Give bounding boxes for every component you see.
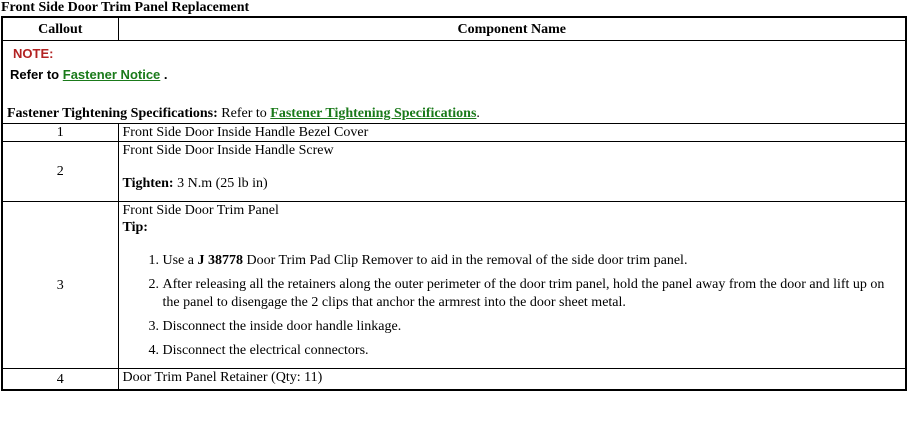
callout-cell: 2 xyxy=(2,142,118,202)
fastener-spec-prefix: Refer to xyxy=(221,106,267,121)
list-item xyxy=(163,252,902,270)
callout-header: Callout xyxy=(2,17,118,41)
list-item: 3. Disconnect the inside door handle linkage. xyxy=(163,318,902,336)
fastener-spec-label: Fastener Tightening Specifications: xyxy=(7,106,218,121)
tip-label: Tip: xyxy=(122,220,148,235)
component-cell: Door Trim Panel Retainer (Qty: 11) xyxy=(118,369,906,391)
page-title: Front Side Door Trim Panel Replacement xyxy=(1,0,250,15)
header-row xyxy=(2,17,906,41)
component-name: Front Side Door Trim Panel xyxy=(122,203,279,218)
list-item: 4. Disconnect the electrical connectors. xyxy=(163,342,902,360)
fastener-spec-line xyxy=(7,105,901,122)
fastener-notice-link[interactable]: Fastener Notice xyxy=(62,67,161,82)
procedure-steps xyxy=(123,252,902,360)
callout-cell: 3 xyxy=(2,202,118,369)
component-cell: Front Side Door Inside Handle Bezel Cover xyxy=(118,124,906,142)
note-label: NOTE: xyxy=(13,46,54,61)
fastener-spec-suffix: . xyxy=(476,106,480,121)
tighten-label: Tighten: xyxy=(122,176,174,191)
component-table xyxy=(1,16,907,391)
notes-row xyxy=(2,41,906,124)
note-suffix: . xyxy=(163,67,168,82)
component-name: Front Side Door Inside Handle Screw xyxy=(122,143,334,158)
list-item: 2. After releasing all the retainers along the outer perimeter of the door trim panel, hold the panel away from the door and lift up on the panel to disengage the 2 clips that anchor the armrest into the door sheet metal. xyxy=(163,276,902,312)
component-cell xyxy=(118,202,906,369)
note-text xyxy=(10,66,901,83)
component-header: Component Name xyxy=(118,17,906,41)
tighten-value: 3 N.m (25 lb in) xyxy=(177,176,268,191)
table-row xyxy=(2,369,906,391)
step-1-prefix: Use a xyxy=(162,253,194,268)
table-row xyxy=(2,202,906,369)
notes-cell xyxy=(2,41,906,124)
table-row xyxy=(2,142,906,202)
table-row xyxy=(2,124,906,142)
callout-cell: 1 xyxy=(2,124,118,142)
component-cell xyxy=(118,142,906,202)
tool-number: J 38778 xyxy=(197,253,243,268)
callout-cell: 4 xyxy=(2,369,118,391)
note-prefix: Refer to xyxy=(10,67,60,82)
step-1-suffix: Door Trim Pad Clip Remover to aid in the removal of the side door trim panel. xyxy=(246,253,688,268)
tighten-spec xyxy=(123,175,902,192)
fastener-spec-link[interactable]: Fastener Tightening Specifications xyxy=(270,106,477,121)
